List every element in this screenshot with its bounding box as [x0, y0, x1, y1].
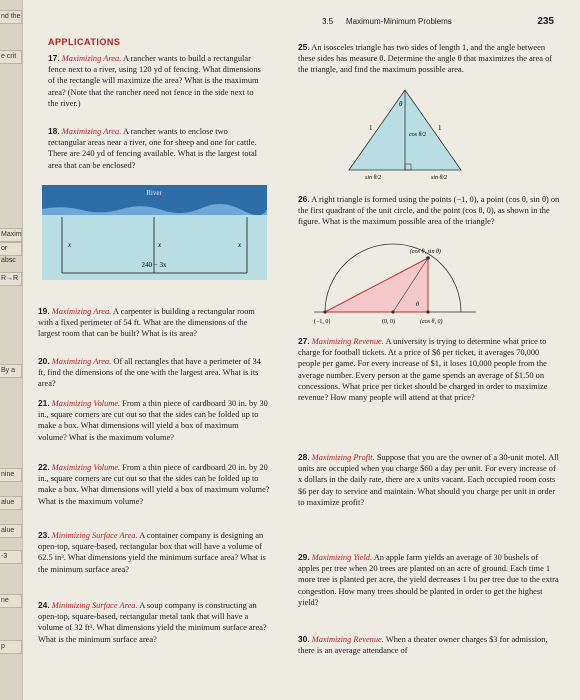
gutter-fragment: or absc: [0, 242, 22, 256]
gutter-fragment: e crit: [0, 50, 22, 64]
label-x-right: x: [238, 241, 242, 249]
gutter-fragment: nine: [0, 468, 22, 482]
previous-page-edge: [0, 0, 23, 700]
problem-25: 25. An isosceles triangle has two sides of length 1, and the angle between these sides has measure θ. Determine the angle θ that maximizes the area of the triangle, and find the maximum possible area.: [298, 42, 553, 75]
river-fence-figure: [42, 185, 267, 280]
bottom-right-label: sin θ/2: [431, 175, 448, 181]
problem-20: 20. Maximizing Area. Of all rectangles that have a perimeter of 34 ft, find the dimensions of the one with the largest area. What is its area?: [38, 356, 261, 389]
problem-17: 17. Maximizing Area. A rancher wants to build a rectangular fence next to a river, using 120 yd of fencing. What dimensions of the rectangle will maximize the area? What is the maximum area? (Note that the rancher need not fence in the side next to the river.): [48, 53, 261, 108]
label-x-mid: x: [158, 241, 162, 249]
problem-19: 19. Maximizing Area. A carpenter is building a rectangular room with a fixed perimeter of 54 ft. What are the dimensions of the largest room that can be built? What is its area?: [38, 306, 255, 339]
label-bottom-fence: 240 − 3x: [141, 261, 167, 269]
problem-29: 29. Maximizing Yield. An apple farm yields an average of 30 bushels of apples per tree when 20 trees are planted on an acre of ground. Each time 1 more tree is planted per acre, the yield decreases 1 bu per tree due to the extra congestion. How many trees should be planted in order to get the highest yield?: [298, 552, 559, 607]
problem-30: 30. Maximizing Revenue. When a theater owner charges $3 for admission, there is an average attendance of: [298, 634, 548, 656]
section-number: 3.5: [322, 17, 334, 26]
problem-26: 26. A right triangle is formed using the points (−1, 0), a point (cos θ, sin θ) on the first quadrant of the unit circle, and the point (cos θ, 0), as shown in the figure. What is the maximum possible area of the triangle?: [298, 194, 560, 227]
river-label: River: [146, 189, 162, 197]
gutter-fragment: p: [0, 640, 22, 654]
problem-21: 21. Maximizing Volume. From a thin piece of cardboard 30 in. by 30 in., square corners are cut out so that the sides can be folded up to make a box. What dimensions will yield a box of maximum volume? What is the maximum volume?: [38, 398, 268, 442]
page-number: 235: [537, 16, 554, 27]
point-minus-one-label: (−1, 0): [314, 319, 331, 325]
label-x-left: x: [68, 241, 72, 249]
gutter-fragment: alue: [0, 524, 22, 538]
theta-label: θ: [399, 100, 403, 108]
problem-22: 22. Maximizing Volume. From a thin piece of cardboard 20 in. by 20 in., square corners are cut out so that the sides can be folded up to make a box. What dimensions will yield a box of maximum volume? What is the maximum volume?: [38, 462, 270, 506]
right-side-label: 1: [438, 124, 442, 132]
problem-23: 23. Minimizing Surface Area. A container company is designing an open-top, square-based, rectangular box that will have a volume of 62.5 in³. What dimensions yield the minimum surface area? What is the minimum surface area?: [38, 530, 266, 574]
point-on-circle-label: (cos θ, sin θ): [410, 249, 441, 255]
problem-18: 18. Maximizing Area. A rancher wants to enclose two rectangular areas near a river, one for sheep and one for cattle. There are 240 yd of fencing available. What is the largest total area that can be enclosed?: [48, 126, 257, 170]
gutter-fragment: Maxim: [0, 228, 22, 242]
section-title: Maximum-Minimum Problems: [346, 17, 452, 26]
problem-24: 24. Minimizing Surface Area. A soup company is constructing an open-top, square-based, rectangular metal tank that will have a volume of 32 ft³. What dimensions yield the minimum surface area? What is the minimum surface area?: [38, 600, 267, 644]
left-side-label: 1: [369, 124, 373, 132]
gutter-fragment: R→R: [0, 272, 22, 286]
gutter-fragment: alue: [0, 496, 22, 510]
unit-circle-triangle-figure: [310, 246, 480, 331]
origin-label: (0, 0): [382, 319, 395, 325]
height-label: cos θ/2: [409, 132, 427, 138]
applications-heading: APPLICATIONS: [48, 37, 121, 47]
gutter-fragment: ne: [0, 594, 22, 608]
gutter-fragment: -3: [0, 550, 22, 564]
problem-27: 27. Maximizing Revenue. A university is trying to determine what price to charge for football tickets. At a price of $6 per ticket, it averages 70,000 people per game. For every increase of $1, it loses 10,000 people from the average number. Every person at the game spends an average of $1.50 on concessions. What price per ticket should be charged in order to maximize revenue? How many people will attend at that price?: [298, 336, 548, 403]
angle-label: θ: [416, 302, 419, 308]
bottom-left-label: sin θ/2: [365, 175, 382, 181]
problem-28: 28. Maximizing Profit. Suppose that you are the owner of a 30-unit motel. All units are occupied when you charge $60 a day per unit. For every increase of x dollars in the daily rate, there are x units vacant. Each occupied room costs $6 per day to service and maintain. What should you charge per unit in order to maximize profit?: [298, 452, 559, 507]
gutter-fragment: By a: [0, 364, 22, 378]
foot-point-label: (cos θ, 0): [420, 319, 443, 325]
isosceles-triangle-figure: [335, 82, 475, 187]
gutter-fragment: nd the: [0, 10, 22, 24]
